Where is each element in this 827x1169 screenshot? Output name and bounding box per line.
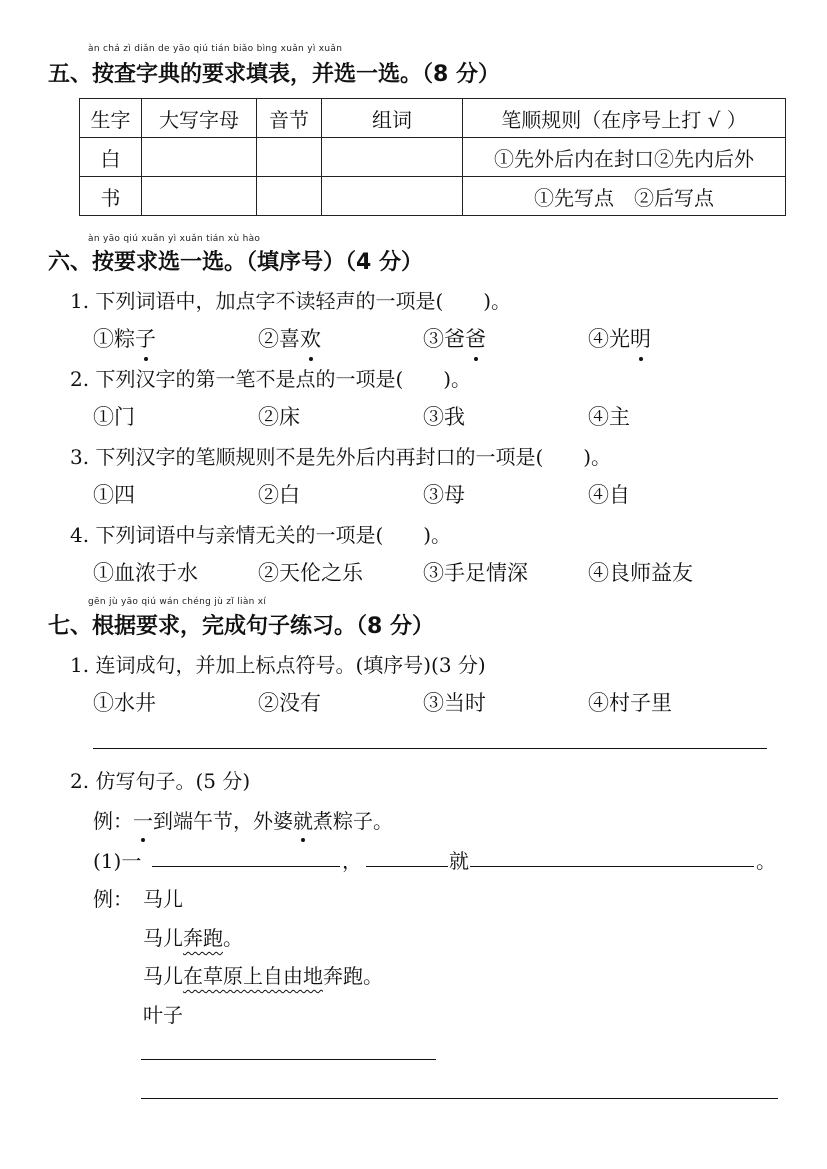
example-2-label: 例： <box>93 887 133 911</box>
q1-stem: 1. 下列词语中，加点字不读轻声的一项是( )。 <box>70 289 512 313</box>
word-cell[interactable] <box>322 177 463 216</box>
section6-title: 六、按要求选一选。（填序号）（4 分） <box>48 250 423 275</box>
q1-option-4[interactable]: ④光明 <box>588 323 651 353</box>
fill-prefix: (1)一 <box>93 849 142 873</box>
word-cell[interactable] <box>322 138 463 177</box>
q3-option-4[interactable]: ④自 <box>588 483 630 507</box>
example-2-sentence-1: 马儿奔跑。 <box>143 926 243 950</box>
q3-stem: 3. 下列汉字的笔顺规则不是先外后内再封口的一项是( )。 <box>70 445 612 469</box>
example-2-sentence-2: 马儿在草原上自由地奔跑。 <box>143 964 383 988</box>
q4-stem: 4. 下列词语中与亲情无关的一项是( )。 <box>70 523 452 547</box>
q4-option-4[interactable]: ④良师益友 <box>588 561 693 585</box>
q3-option-2[interactable]: ②白 <box>258 483 300 507</box>
q3-option-3[interactable]: ③母 <box>423 483 465 507</box>
example-1: 例：一 到端午节，外婆就 煮粽子。 <box>93 805 393 834</box>
q1-option-1[interactable]: ①粽子 <box>93 323 156 353</box>
s7-q1-word-2: ②没有 <box>258 691 321 715</box>
fill-comma: ， <box>342 849 362 873</box>
row-char: 白 <box>80 138 142 177</box>
s7-q1-word-3: ③当时 <box>423 691 486 715</box>
q1-option-3[interactable]: ③爸爸 <box>423 323 486 353</box>
dictionary-table <box>79 98 786 216</box>
header-word: 组词 <box>322 99 463 138</box>
section6-pinyin: àn yāo qiú xuǎn yì xuǎn tián xù hào <box>88 234 261 244</box>
emphasis-dot <box>309 357 313 361</box>
table-row <box>80 138 786 177</box>
section5-pinyin: àn chá zì diǎn de yāo qiú tián biǎo bìng xuǎn yì xuǎn <box>88 44 343 54</box>
header-syllable: 音节 <box>257 99 322 138</box>
table-row <box>80 177 786 216</box>
q1-option-2[interactable]: ②喜欢 <box>258 323 321 353</box>
capital-letter-cell[interactable] <box>142 177 257 216</box>
s7-q1-word-4: ④村子里 <box>588 691 672 715</box>
syllable-cell[interactable] <box>257 177 322 216</box>
emphasis-dot <box>474 357 478 361</box>
header-stroke-rule: 笔顺规则（在序号上打 √ ） <box>463 99 786 138</box>
stroke-rule-cell[interactable]: ①先写点 ②后写点 <box>463 177 786 216</box>
s7-q1-word-1: ①水井 <box>93 691 156 715</box>
answer-line-short[interactable] <box>141 1059 436 1060</box>
q2-option-3[interactable]: ③我 <box>423 405 465 429</box>
emphasis-dot <box>141 838 145 842</box>
emphasis-dot <box>639 357 643 361</box>
q3-option-1[interactable]: ①四 <box>93 483 135 507</box>
q2-stem: 2. 下列汉字的第一笔不是点的一项是( )。 <box>70 367 472 391</box>
fill-end: 。 <box>756 849 776 873</box>
fill-blank-3[interactable] <box>470 866 754 867</box>
q4-option-2[interactable]: ②天伦之乐 <box>258 561 363 585</box>
emphasis-dot <box>144 357 148 361</box>
section7-title: 七、根据要求，完成句子练习。（8 分） <box>48 614 434 639</box>
fill-blank-1[interactable] <box>152 866 340 867</box>
capital-letter-cell[interactable] <box>142 138 257 177</box>
example-2-word: 马儿 <box>143 887 183 911</box>
answer-line[interactable] <box>93 748 767 749</box>
syllable-cell[interactable] <box>257 138 322 177</box>
row-char: 书 <box>80 177 142 216</box>
fill-blank-2[interactable] <box>366 866 448 867</box>
q2-option-4[interactable]: ④主 <box>588 405 630 429</box>
fill-jiu: 就 <box>449 849 469 873</box>
practice-word: 叶子 <box>143 1003 183 1027</box>
q4-option-3[interactable]: ③手足情深 <box>423 561 528 585</box>
table-header-row <box>80 99 786 138</box>
q2-option-1[interactable]: ①门 <box>93 405 135 429</box>
section5-title: 五、按查字典的要求填表，并选一选。（8 分） <box>48 62 500 87</box>
s7-q2-stem: 2. 仿写句子。(5 分) <box>70 769 251 793</box>
s7-q1-stem: 1. 连词成句，并加上标点符号。(填序号)(3 分) <box>70 653 486 677</box>
header-char: 生字 <box>80 99 142 138</box>
q4-option-1[interactable]: ①血浓于水 <box>93 561 198 585</box>
section7-pinyin: gēn jù yāo qiú wán chéng jù zǐ liàn xí <box>88 597 267 607</box>
emphasis-dot <box>301 838 305 842</box>
header-capital-letter: 大写字母 <box>142 99 257 138</box>
stroke-rule-cell[interactable]: ①先外后内在封口②先内后外 <box>463 138 786 177</box>
q2-option-2[interactable]: ②床 <box>258 405 300 429</box>
answer-line-long[interactable] <box>141 1098 778 1099</box>
